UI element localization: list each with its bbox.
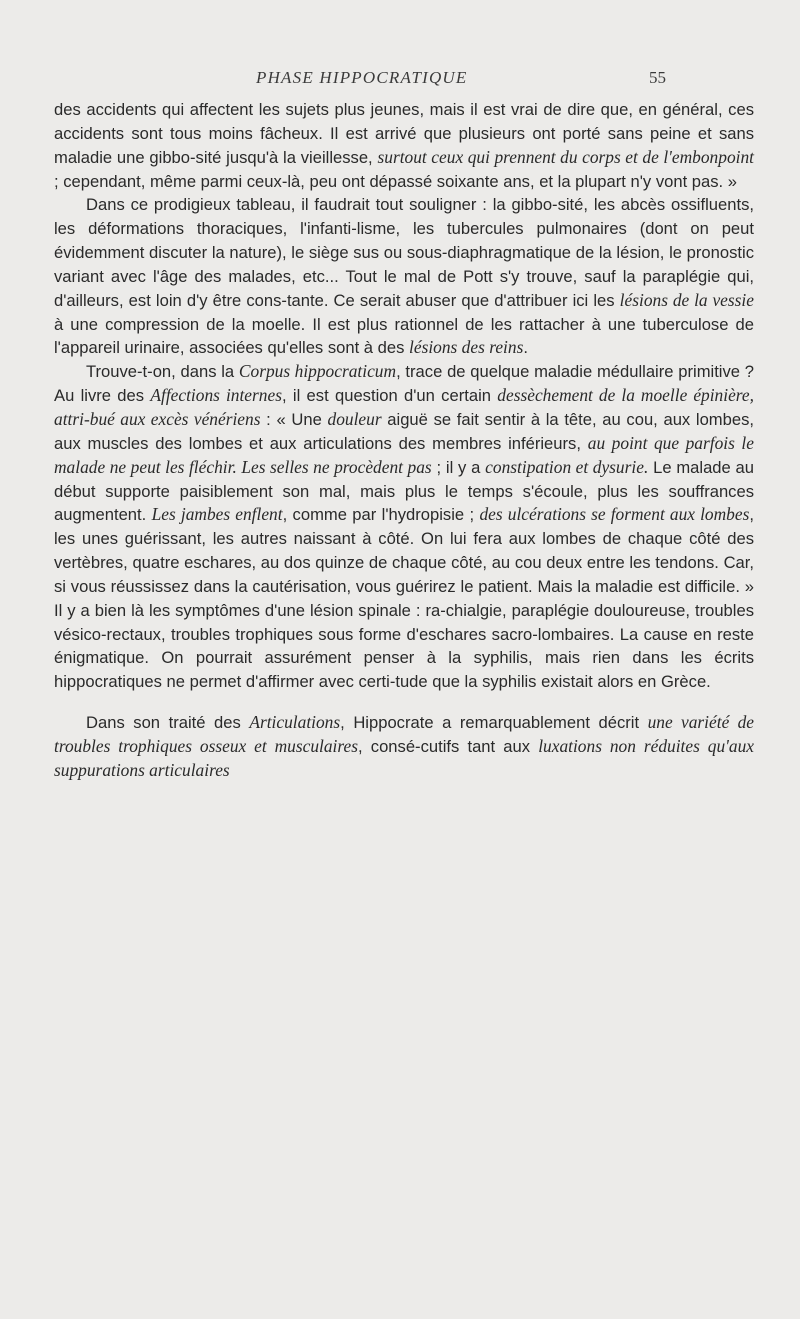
italic-text: lésions de la vessie	[619, 289, 754, 310]
italic-text: constipation et dysurie.	[485, 456, 649, 477]
text-run: , trace de quelque maladie médullaire primitive ? Au livre des	[54, 362, 754, 406]
text-run: , Hippocrate a remarquablement décrit	[340, 713, 648, 733]
italic-text: lésions des reins	[409, 337, 524, 358]
paragraph-2	[54, 193, 754, 360]
text-run: , comme par l'hydropisie ;	[282, 505, 480, 525]
italic-text: dessèchement de la moelle épinière, attri-bué aux excès vénériens	[54, 385, 754, 429]
italic-text: Les jambes enflent	[151, 504, 283, 525]
text-run: à une compression de la moelle. Il est plus rationnel de les rattacher à une tuberculose de l'appareil urinaire, associées qu'elles sont à des	[54, 314, 754, 358]
italic-text: au point que parfois le malade ne peut les fléchir. Les selles ne procèdent pas	[54, 432, 754, 477]
text-run: ; cependant, même parmi ceux-là, peu ont dépassé soixante ans, et la plupart n'y vont pas. »	[54, 171, 737, 191]
text-run: , il est question d'un certain	[281, 386, 498, 406]
italic-text: une variété de troubles trophiques osseux et musculaires	[54, 712, 754, 756]
body-text	[54, 98, 754, 783]
text-run: aiguë se fait sentir à la tête, au cou, aux lombes, aux muscles des lombes et aux articulations des membres inférieurs,	[54, 409, 754, 453]
text-run: : « Une	[260, 409, 328, 429]
text-run: Dans son traité des	[86, 713, 250, 733]
text-run: ; il y a	[431, 457, 486, 477]
italic-text: Articulations	[249, 712, 341, 733]
italic-text: douleur	[327, 408, 382, 429]
text-run: , consé-cutifs tant aux	[358, 736, 539, 756]
text-run: Le malade au début supporte paisiblement son mal, mais plus le temps s'écoule, plus les souffrances augmentent.	[54, 457, 755, 525]
text-run: Trouve-t-on, dans la	[86, 362, 239, 382]
paragraph-3	[54, 360, 754, 694]
text-run: des accidents qui affectent les sujets plus jeunes, mais il est vrai de dire que, en général, ces accidents sont tous moins fâcheux. Il est arrivé que plusieurs ont porté sans peine et sans maladie une gibbo-sité jusqu'à la vieillesse,	[54, 100, 754, 167]
paragraph-4	[54, 711, 754, 783]
running-head: PHASE HIPPOCRATIQUE	[256, 68, 468, 87]
italic-text: Corpus hippocraticum	[238, 361, 397, 382]
italic-text: surtout ceux qui prennent du corps et de l'embonpoint	[377, 146, 754, 167]
italic-text: des ulcérations se forment aux lombes	[479, 504, 750, 525]
text-run: Dans ce prodigieux tableau, il faudrait tout souligner : la gibbo-sité, les abcès ossifluents, les déformations thoraciques, l'infanti-lisme, les tubercules pulmonaires (dont on peut évidemment discuter la nature), le siège sus ou sous-diaphragmatique de la lésion, le pronostic variant avec l'âge des malades, etc... Tout le mal de Pott s'y trouve, sauf la paraplégie qui, d'ailleurs, est loin d'y être cons-tante. Ce serait abuser que d'attribuer ici les	[54, 195, 754, 310]
page-header	[0, 68, 800, 94]
text-run: , les unes guérissant, les autres naissant à côté. On lui fera aux lombes de chaque côté des vertèbres, quatre eschares, au dos quinze de chaque côté, au cou deux entre les tendons. Car, si vous réussissez dans la cautérisation, vous guérirez le patient. Mais la maladie est difficile. » Il y a bien là les symptômes d'une lésion spinale : ra-chialgie, paraplégie douloureuse, troubles vésico-rectaux, troubles trophiques sous forme d'eschares sacro-lombaires. La cause en reste énigmatique. On pourrait assurément penser à la syphilis, mais rien dans les écrits hippocratiques ne permet d'affirmer avec certi-tude que la syphilis existait alors en Grèce.	[54, 505, 754, 692]
text-run: .	[523, 338, 528, 358]
italic-text: Affections internes	[150, 385, 282, 406]
italic-text: luxations non réduites qu'aux suppurations articulaires	[54, 735, 754, 780]
paragraph-1	[54, 98, 754, 193]
page-number: 55	[649, 68, 666, 87]
